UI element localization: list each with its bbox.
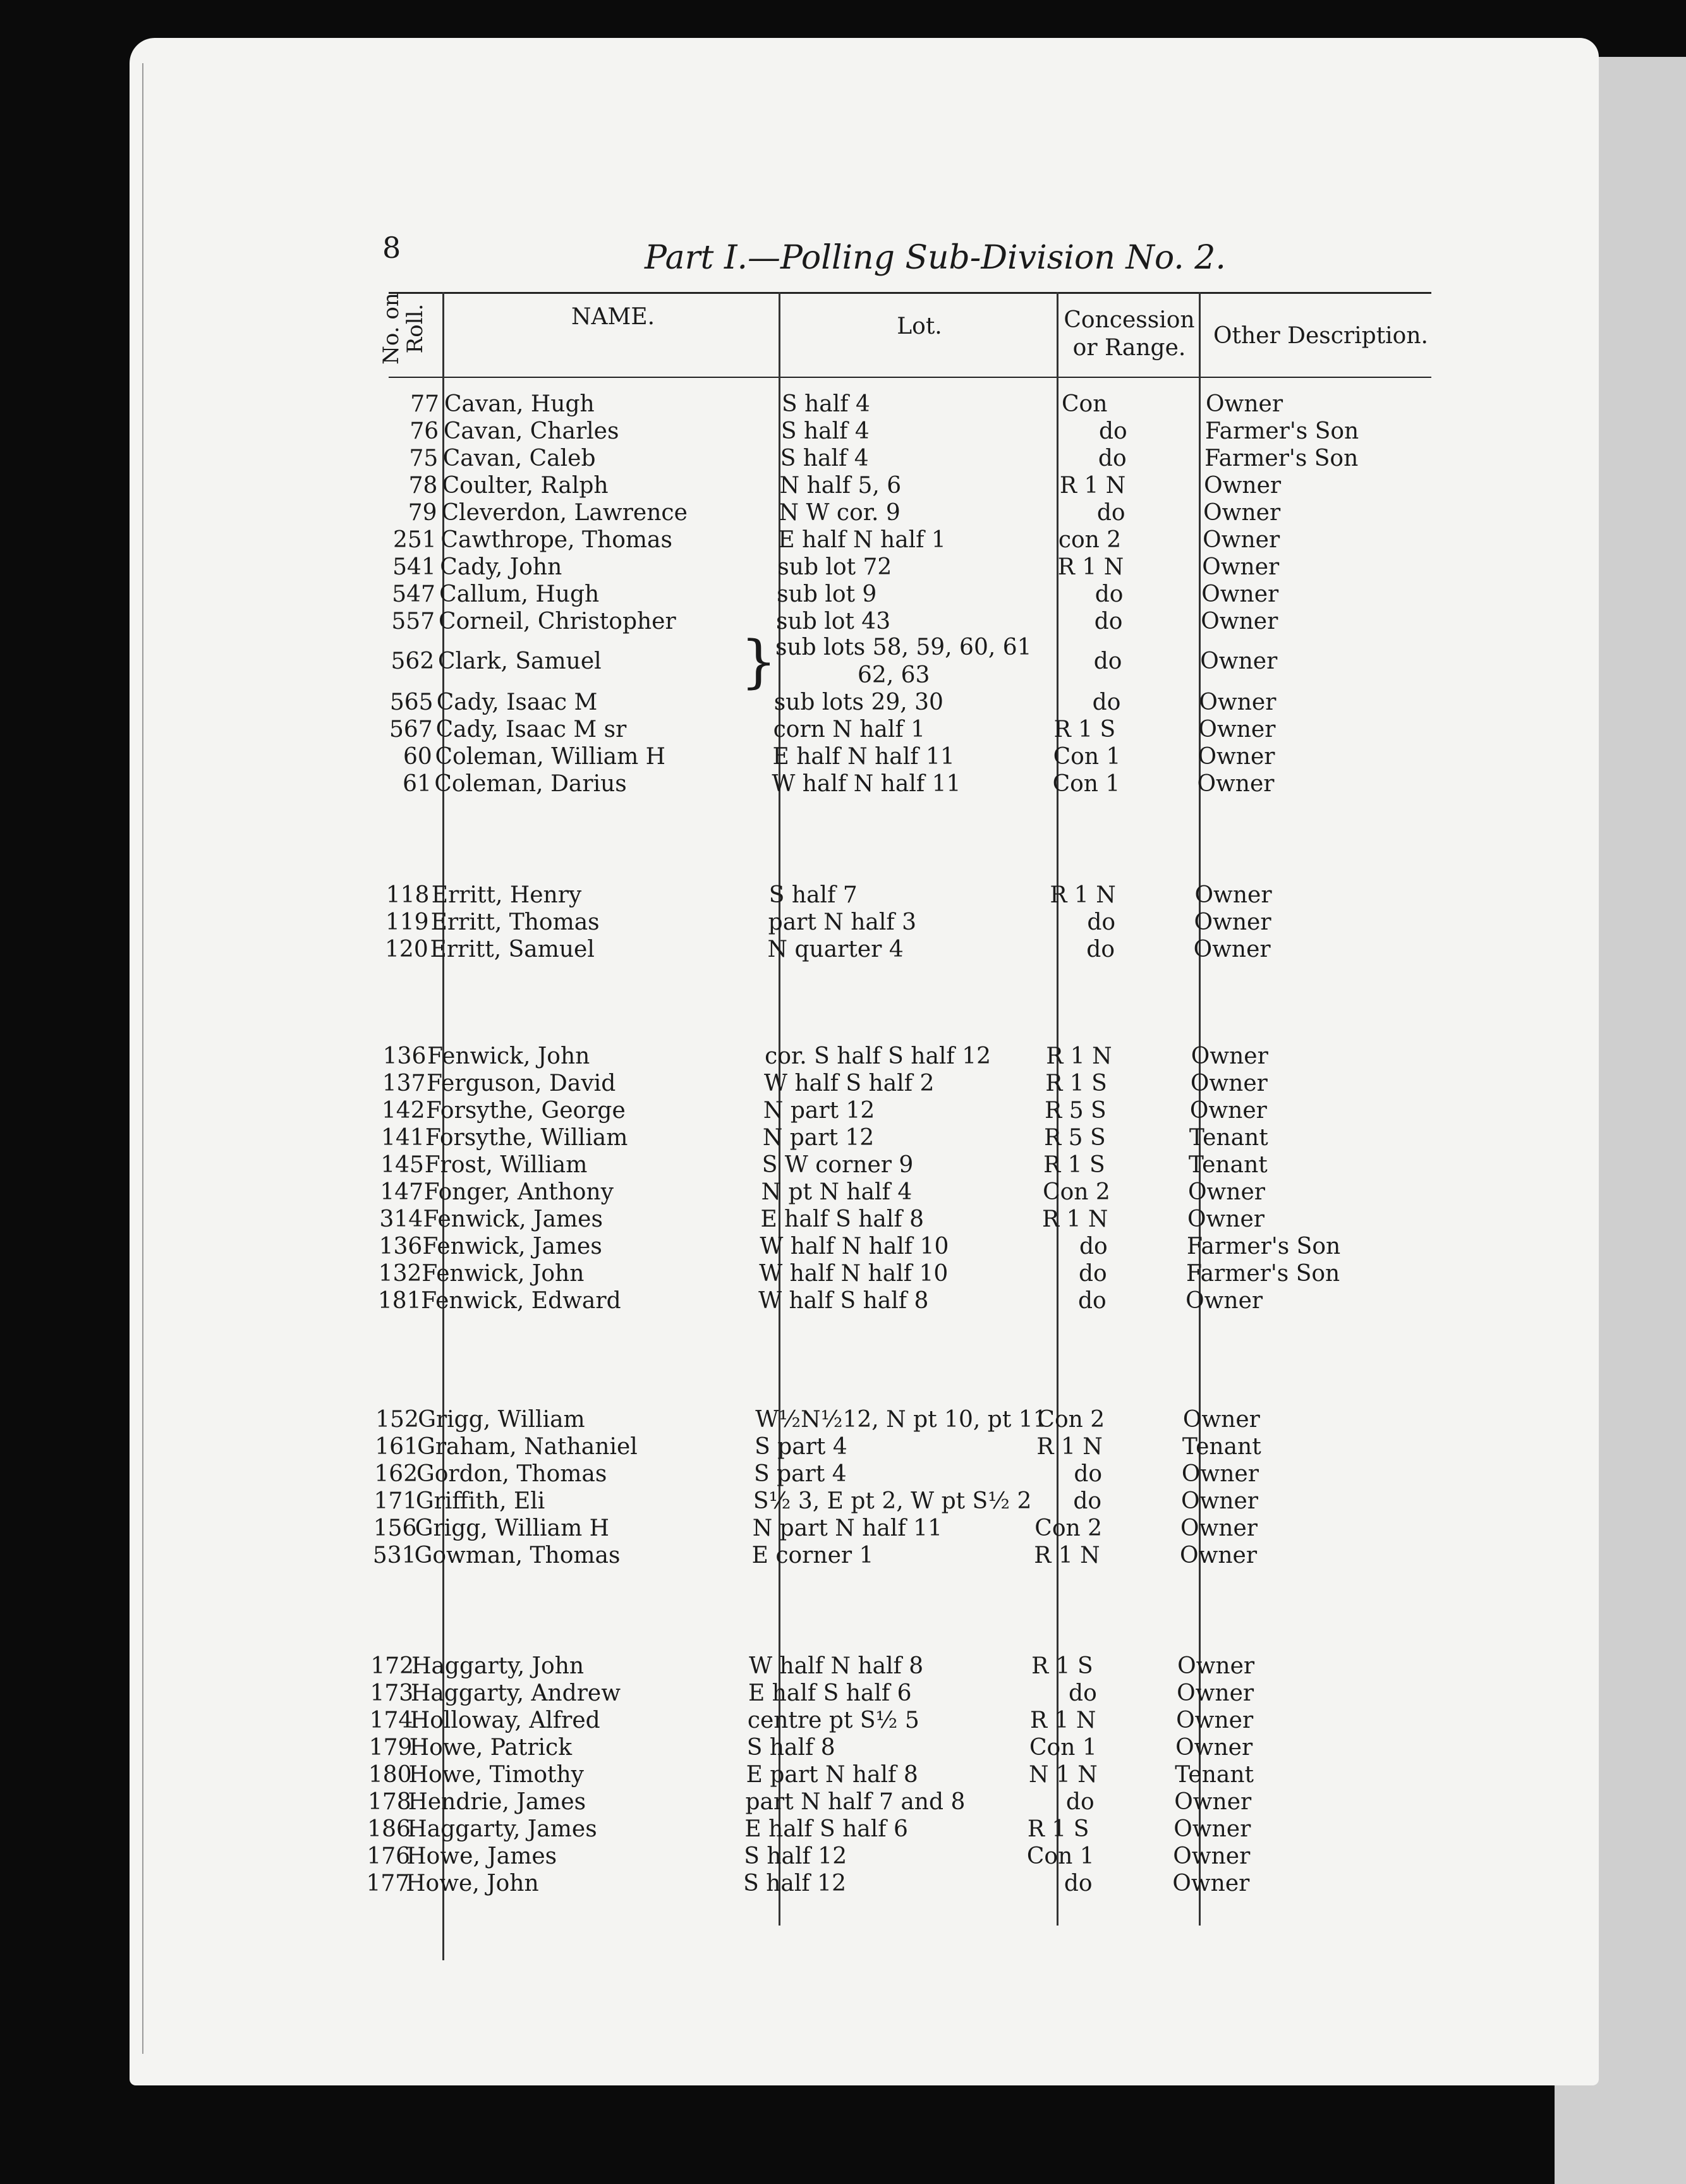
other-description: Owner [1204,473,1282,499]
roll-entry-row [0,1206,1686,1234]
page-number: 8 [382,231,401,265]
other-description: Owner [1174,1816,1251,1842]
concession-range: do [1065,1789,1095,1815]
concession-range: R 1 N [1050,882,1116,908]
roll-entry-row [0,1870,1686,1898]
concession-range: Con 1 [1029,1735,1097,1761]
roll-entry-row [0,629,1686,695]
other-description: Owner [1186,1288,1263,1314]
other-description: Owner [1187,1179,1265,1205]
lot-description: W half N half 11 [772,771,961,797]
roll-number: 161 [375,1434,418,1460]
roll-number: 136 [382,1043,427,1069]
voter-name: Cavan, Caleb [442,446,596,471]
roll-entry-row [0,418,1686,446]
lot-description: part N half 7 and 8 [745,1789,966,1815]
voter-name: Callum, Hugh [439,581,600,607]
concession-range: R 1 S [1045,1071,1107,1096]
lot-description: N quarter 4 [767,937,904,962]
concession-range: Con 2 [1043,1179,1110,1205]
concession-range: Con 1 [1053,744,1121,770]
voter-name: Erritt, Thomas [430,909,600,935]
concession-range: R 1 S [1031,1653,1093,1679]
lot-description: E half N half 11 [772,744,955,770]
header-name: NAME. [571,304,655,330]
voter-name: Erritt, Samuel [430,937,595,962]
concession-range: Con [1062,391,1108,417]
other-description: Owner [1180,1515,1258,1541]
lot-description-continued: 62, 63 [857,662,930,688]
roll-entry-row [0,581,1686,609]
voter-name: Howe, Patrick [409,1735,573,1761]
other-description: Owner [1194,909,1271,935]
lot-description: S part 4 [753,1461,847,1487]
voter-name: Cady, Isaac M [436,689,598,715]
other-description: Owner [1199,689,1277,715]
voter-name: Fenwick, John [427,1043,590,1069]
lot-description: E half S half 6 [748,1680,912,1706]
other-description: Farmer's Son [1186,1261,1340,1287]
roll-number: 60 [403,744,432,770]
roll-entry-row [0,1043,1686,1071]
roll-number: 176 [367,1843,411,1869]
voter-name: Fonger, Anthony [423,1179,614,1205]
brace-mark: } [740,629,777,695]
other-description: Owner [1206,391,1283,417]
concession-range: do [1086,937,1115,962]
lot-description: S part 4 [755,1434,847,1460]
concession-range: R 1 N [1059,473,1126,499]
voter-name: Fenwick, John [422,1261,585,1287]
voter-name: Coleman, William H [435,744,666,770]
concession-range: do [1064,1871,1093,1896]
lot-description: N half 5, 6 [779,473,902,499]
lot-description: N part 12 [762,1125,875,1151]
running-title: Part I.—Polling Sub-Division No. 2. [645,239,1226,277]
concession-range: Con 1 [1026,1843,1095,1869]
roll-number: 174 [369,1708,413,1733]
other-description: Owner [1174,1789,1252,1815]
other-description: Owner [1176,1708,1254,1733]
voter-name: Fenwick, James [422,1234,602,1259]
other-description: Owner [1173,1843,1251,1869]
roll-number: 79 [408,500,437,526]
lot-description: S half 4 [780,446,869,471]
concession-range: con 2 [1058,527,1122,553]
voter-name: Graham, Nathaniel [417,1434,638,1460]
roll-entry-row [0,1433,1686,1461]
lot-description: E half S half 8 [760,1206,925,1232]
lot-description: corn N half 1 [773,717,926,743]
other-description: Owner [1181,1461,1259,1487]
lot-description: E half S half 6 [744,1816,908,1842]
other-description: Owner [1191,1043,1268,1069]
concession-range: do [1073,1488,1102,1514]
concession-range: R 1 N [1046,1043,1112,1069]
lot-description: sub lot 43 [776,609,891,634]
voter-name: Howe, James [406,1843,557,1869]
voter-name: Erritt, Henry [431,882,582,908]
voter-name: Fenwick, James [423,1206,603,1232]
roll-entry-row [0,909,1686,937]
roll-entry-row [0,499,1686,527]
roll-entry-row [0,882,1686,909]
other-description: Owner [1198,744,1275,770]
lot-description: centre pt S½ 5 [747,1708,919,1733]
roll-number: 75 [409,446,439,471]
lot-description: S W corner 9 [761,1152,914,1178]
roll-number: 173 [370,1680,414,1706]
voter-name: Forsythe, William [425,1125,628,1151]
roll-number: 132 [378,1261,422,1287]
roll-number: 177 [366,1871,410,1896]
other-description: Owner [1177,1653,1255,1679]
voter-name: Gowman, Thomas [414,1543,621,1568]
voter-name: Fenwick, Edward [421,1288,621,1314]
lot-description: sub lot 72 [777,554,892,580]
roll-entry-row [0,689,1686,717]
roll-entry-row [0,1488,1686,1515]
roll-entry-row [0,1761,1686,1789]
lot-description: S half 12 [743,1871,846,1896]
header-roll: No. on Roll. [379,293,428,365]
voter-name: Cady, John [440,554,562,580]
roll-number: 77 [410,391,439,417]
other-description: Owner [1200,648,1278,674]
concession-range: do [1098,418,1127,444]
header-concession: Concession or Range. [1064,307,1195,361]
other-description: Tenant [1189,1125,1268,1151]
concession-range: R 1 N [1030,1708,1096,1733]
roll-entry-row [0,526,1686,554]
concession-range: do [1093,648,1122,674]
lot-description: sub lots 58, 59, 60, 61 [775,634,1032,660]
concession-range: do [1069,1680,1097,1706]
roll-entry-row [0,1179,1686,1206]
lot-description: N pt N half 4 [761,1179,913,1205]
header-top-rule [389,292,1431,294]
other-description: Owner [1189,1098,1267,1124]
roll-number: 120 [385,937,428,962]
roll-number: 156 [373,1515,417,1541]
concession-range: Con 1 [1052,771,1120,797]
concession-range: R 1 N [1036,1434,1103,1460]
roll-number: 547 [392,581,435,607]
other-description: Farmer's Son [1204,446,1359,471]
lot-description: W half S half 2 [764,1071,935,1096]
concession-range: do [1077,1288,1107,1314]
roll-entry-row [0,1515,1686,1543]
roll-number: 541 [392,554,436,580]
roll-number: 186 [367,1816,411,1842]
voter-name: Forsythe, George [425,1098,626,1124]
other-description: Owner [1197,771,1275,797]
roll-number: 152 [375,1407,419,1433]
roll-entry-row [0,1151,1686,1179]
roll-number: 181 [377,1288,422,1314]
other-description: Owner [1180,1543,1258,1568]
roll-entry-row [0,1816,1686,1843]
voter-name: Holloway, Alfred [409,1708,600,1733]
voter-name: Haggarty, James [407,1816,597,1842]
roll-entry-row [0,1124,1686,1152]
roll-number: 314 [379,1206,423,1232]
other-description: Owner [1203,527,1280,553]
concession-range: do [1079,1234,1108,1259]
concession-range: R 1 N [1034,1543,1100,1568]
roll-number: 180 [368,1762,412,1788]
other-description: Owner [1201,609,1278,634]
concession-range: R 1 S [1027,1816,1089,1842]
roll-entry-row [0,1680,1686,1708]
voter-name: Grigg, William [418,1407,585,1433]
lot-description: E half N half 1 [778,527,946,553]
roll-number: 119 [385,909,429,935]
voter-name: Cleverdon, Lawrence [441,500,688,526]
voter-name: Clark, Samuel [437,648,602,674]
roll-number: 178 [368,1789,411,1815]
voter-name: Hendrie, James [408,1789,586,1815]
other-description: Owner [1198,717,1276,743]
roll-number: 557 [391,609,435,634]
lot-description: S½ 3, E pt 2, W pt S½ 2 [753,1488,1032,1514]
roll-entry-row [0,1734,1686,1762]
roll-number: 531 [372,1543,416,1568]
voter-name: Grigg, William H [415,1515,610,1541]
header-bottom-rule [389,377,1431,378]
roll-entry-row [0,716,1686,744]
roll-number: 141 [381,1125,425,1151]
voter-name: Corneil, Christopher [439,609,676,634]
other-description: Owner [1182,1407,1260,1433]
concession-range: do [1094,609,1123,634]
roll-entry-row [0,554,1686,581]
concession-range: do [1098,446,1127,471]
voter-name: Haggarty, John [411,1653,585,1679]
roll-entry-row [0,1097,1686,1125]
lot-description: S half 7 [768,882,858,908]
concession-range: do [1092,689,1121,715]
concession-range: do [1074,1461,1103,1487]
voter-name: Coulter, Ralph [442,473,609,499]
concession-range: R 1 S [1053,717,1116,743]
lot-description: W half N half 10 [759,1261,949,1287]
lot-description: sub lot 9 [777,581,877,607]
lot-description: E part N half 8 [746,1762,918,1788]
header-description: Other Description. [1213,323,1428,349]
other-description: Owner [1203,500,1281,526]
concession-range: R 1 S [1043,1152,1105,1178]
lot-description: cor. S half S half 12 [765,1043,992,1069]
lot-description: S half 4 [782,391,870,417]
concession-range: do [1078,1261,1107,1287]
voter-name: Griffith, Eli [415,1488,545,1514]
lot-description: N part N half 11 [752,1515,942,1541]
other-description: Owner [1187,1206,1264,1232]
lot-description: N W cor. 9 [779,500,901,526]
concession-range: R 1 N [1042,1206,1108,1232]
voter-name: Howe, John [406,1871,539,1896]
lot-description: W half N half 8 [749,1653,924,1679]
concession-range: do [1096,500,1125,526]
roll-number: 61 [403,771,432,797]
roll-number: 251 [392,527,437,553]
roll-entry-row [0,1260,1686,1288]
roll-entry-row [0,1707,1686,1735]
concession-range: N 1 N [1028,1762,1098,1788]
roll-number: 76 [409,418,439,444]
voter-name: Coleman, Darius [434,771,627,797]
roll-entry-row [0,608,1686,636]
roll-number: 147 [380,1179,424,1205]
roll-entry-row [0,1788,1686,1816]
roll-number: 118 [385,882,430,908]
other-description: Owner [1175,1735,1253,1761]
roll-entry-row [0,445,1686,473]
voter-name: Cavan, Charles [443,418,619,444]
lot-description: W half S half 8 [758,1288,929,1314]
voter-name: Frost, William [424,1152,588,1178]
roll-number: 137 [382,1071,426,1096]
concession-range: do [1087,909,1116,935]
concession-range: Con 2 [1037,1407,1105,1433]
voter-name: Cawthrope, Thomas [440,527,672,553]
roll-number: 145 [380,1152,424,1178]
roll-entry-row [0,936,1686,964]
voter-name: Cavan, Hugh [444,391,595,417]
concession-range: R 5 S [1044,1125,1106,1151]
concession-range: do [1095,581,1124,607]
roll-entry-row [0,1287,1686,1315]
other-description: Owner [1193,937,1271,962]
roll-number: 136 [379,1234,423,1259]
voter-name: Ferguson, David [427,1071,616,1096]
voter-name: Cady, Isaac M sr [435,717,627,743]
other-description: Owner [1190,1071,1268,1096]
other-description: Tenant [1175,1762,1254,1788]
voter-name: Howe, Timothy [408,1762,584,1788]
lot-description: E corner 1 [751,1543,874,1568]
other-description: Farmer's Son [1187,1234,1341,1259]
other-description: Owner [1177,1680,1254,1706]
roll-entry-row [0,1070,1686,1098]
roll-entry-row [0,1542,1686,1570]
other-description: Owner [1201,581,1279,607]
roll-entry-row [0,770,1686,798]
concession-range: R 5 S [1045,1098,1107,1124]
roll-number: 567 [389,717,433,743]
roll-entry-row [0,1233,1686,1261]
header-lot: Lot. [897,313,942,339]
roll-number: 162 [374,1461,418,1487]
other-description: Tenant [1182,1434,1261,1460]
roll-number: 562 [391,648,435,674]
lot-description: S half 4 [780,418,870,444]
lot-description: part N half 3 [768,909,917,935]
roll-entry-row [0,1653,1686,1680]
lot-description: N part 12 [763,1098,875,1124]
roll-entry-row [0,1843,1686,1871]
lot-description: S half 8 [746,1735,835,1761]
roll-number: 142 [381,1098,425,1124]
other-description: Farmer's Son [1205,418,1359,444]
roll-number: 171 [373,1488,418,1514]
roll-entry-row [0,472,1686,500]
voter-name: Gordon, Thomas [416,1461,607,1487]
concession-range: Con 2 [1034,1515,1103,1541]
roll-number: 565 [389,689,434,715]
roll-entry-row [0,1460,1686,1488]
concession-range: R 1 N [1057,554,1124,580]
other-description: Owner [1180,1488,1258,1514]
lot-description: W half N half 10 [760,1234,949,1259]
lot-description: S half 12 [744,1843,847,1869]
voter-name: Haggarty, Andrew [410,1680,621,1706]
roll-number: 172 [370,1653,415,1679]
roll-entry-row [0,743,1686,771]
other-description: Owner [1172,1871,1250,1896]
lot-description: W½N½12, N pt 10, pt 11 [755,1407,1048,1433]
lot-description: sub lots 29, 30 [773,689,943,715]
roll-entry-row [0,391,1686,418]
roll-number: 179 [368,1735,413,1761]
other-description: Owner [1202,554,1280,580]
other-description: Tenant [1188,1152,1268,1178]
roll-number: 78 [408,473,438,499]
other-description: Owner [1194,882,1272,908]
roll-entry-row [0,1406,1686,1434]
